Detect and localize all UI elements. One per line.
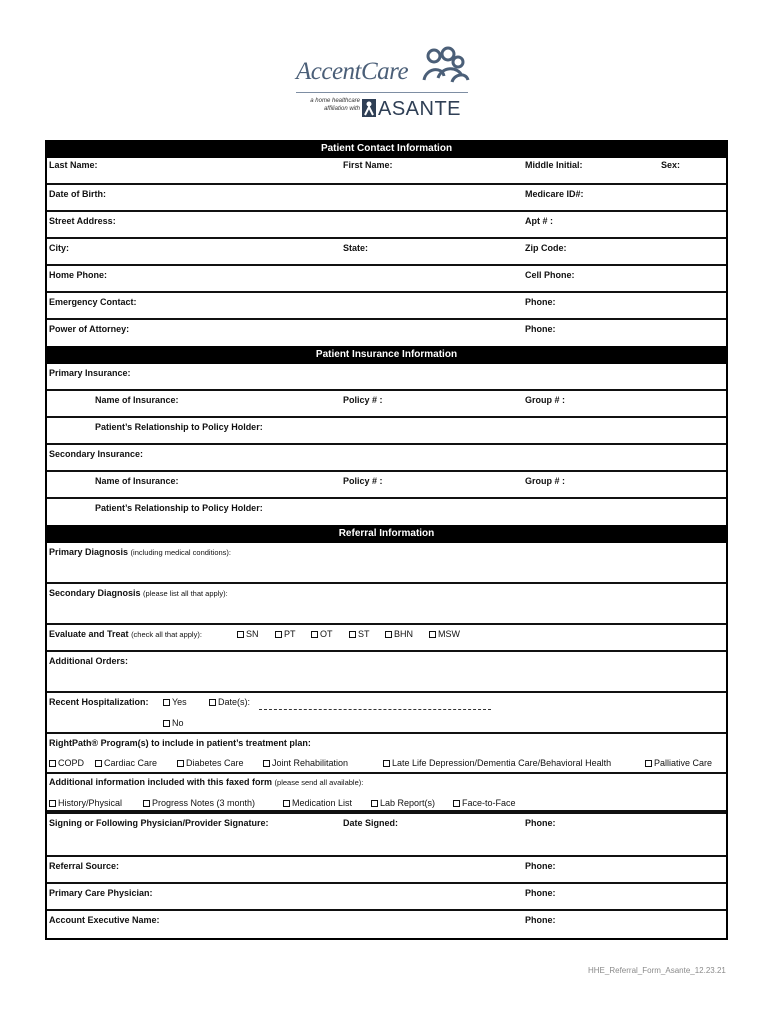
- program-diabetes[interactable]: Diabetes Care: [177, 758, 244, 768]
- evaluate-treat-label: Evaluate and Treat (check all that apply):: [49, 629, 202, 639]
- checkbox-icon[interactable]: [49, 760, 56, 767]
- poa-label: Power of Attorney:: [49, 324, 130, 334]
- checkbox-icon[interactable]: [383, 760, 390, 767]
- attachment-face-to-face[interactable]: Face-to-Face: [453, 798, 516, 808]
- eval-option-bhn[interactable]: BHN: [385, 629, 413, 639]
- checkbox-icon[interactable]: [49, 800, 56, 807]
- accentcare-asante-logo: [296, 44, 476, 124]
- checkbox-icon[interactable]: [163, 699, 170, 706]
- checkbox-icon[interactable]: [371, 800, 378, 807]
- checkbox-icon[interactable]: [645, 760, 652, 767]
- program-copd[interactable]: COPD: [49, 758, 84, 768]
- signature-label: Signing or Following Physician/Provider Signature:: [49, 818, 269, 828]
- secondary-relationship-label: Patient’s Relationship to Policy Holder:: [95, 503, 263, 513]
- asante-wordmark: ASANTE: [378, 98, 462, 120]
- attachment-medication-list[interactable]: Medication List: [283, 798, 352, 808]
- checkbox-icon[interactable]: [453, 800, 460, 807]
- additional-orders-label: Additional Orders:: [49, 656, 129, 666]
- primary-group-label: Group # :: [525, 395, 565, 405]
- affiliation-text: a home healthcare affiliation with: [310, 98, 360, 112]
- checkbox-icon[interactable]: [163, 720, 170, 727]
- signature-phone-label: Phone:: [525, 818, 556, 828]
- poa-phone-label: Phone:: [525, 324, 556, 334]
- primary-relationship-row[interactable]: [47, 418, 726, 445]
- checkbox-icon[interactable]: [177, 760, 184, 767]
- logo-divider: [296, 92, 468, 93]
- accentcare-wordmark: AccentCare: [296, 58, 409, 85]
- secondary-insurance-label: Secondary Insurance:: [49, 449, 144, 459]
- additional-info-label: Additional information included with this faxed form (please send all available):: [49, 777, 364, 787]
- eval-option-sn[interactable]: SN: [237, 629, 259, 639]
- eval-option-ot[interactable]: OT: [311, 629, 333, 639]
- emergency-phone-label: Phone:: [525, 297, 556, 307]
- middle-initial-label: Middle Initial:: [525, 160, 583, 170]
- secondary-insurance-row[interactable]: [47, 445, 726, 472]
- secondary-insurance-name-label: Name of Insurance:: [95, 476, 179, 486]
- people-logo-icon: [422, 46, 470, 86]
- medicare-id-label: Medicare ID#:: [525, 189, 584, 199]
- recent-hospitalization-label: Recent Hospitalization:: [49, 697, 149, 707]
- last-name-label: Last Name:: [49, 160, 98, 170]
- account-executive-label: Account Executive Name:: [49, 915, 160, 925]
- referral-source-row[interactable]: [47, 857, 726, 884]
- secondary-policy-label: Policy # :: [343, 476, 383, 486]
- cell-phone-label: Cell Phone:: [525, 270, 575, 280]
- eval-option-st[interactable]: ST: [349, 629, 370, 639]
- checkbox-icon[interactable]: [283, 800, 290, 807]
- primary-insurance-detail-row[interactable]: [47, 391, 726, 418]
- primary-diagnosis-field: Primary Diagnosis (including medical conditions):: [49, 547, 232, 557]
- signature-row[interactable]: [47, 814, 726, 857]
- referral-source-phone-label: Phone:: [525, 861, 556, 871]
- program-joint-rehab[interactable]: Joint Rehabilitation: [263, 758, 348, 768]
- secondary-diagnosis-row[interactable]: [47, 584, 726, 625]
- street-address-label: Street Address:: [49, 216, 116, 226]
- additional-orders-row[interactable]: [47, 652, 726, 693]
- city-label: City:: [49, 243, 69, 253]
- primary-insurance-row[interactable]: [47, 364, 726, 391]
- additional-info-row[interactable]: [47, 774, 726, 814]
- checkbox-icon[interactable]: [209, 699, 216, 706]
- attachment-progress-notes[interactable]: Progress Notes (3 month): [143, 798, 255, 808]
- pcp-label: Primary Care Physician:: [49, 888, 153, 898]
- eval-option-pt[interactable]: PT: [275, 629, 296, 639]
- sex-label: Sex:: [661, 160, 681, 170]
- hosp-no-option[interactable]: No: [163, 718, 184, 728]
- referral-source-label: Referral Source:: [49, 861, 120, 871]
- zip-label: Zip Code:: [525, 243, 567, 253]
- referral-form: [45, 140, 728, 940]
- primary-diagnosis-row[interactable]: [47, 543, 726, 584]
- checkbox-icon[interactable]: [429, 631, 436, 638]
- asante-mark-icon: [362, 99, 376, 117]
- eval-option-msw[interactable]: MSW: [429, 629, 460, 639]
- evaluate-treat-row[interactable]: [47, 625, 726, 652]
- checkbox-icon[interactable]: [237, 631, 244, 638]
- insurance-section-header: Patient Insurance Information: [47, 346, 726, 364]
- address-row[interactable]: [47, 212, 726, 239]
- checkbox-icon[interactable]: [385, 631, 392, 638]
- contact-section-header: Patient Contact Information: [47, 140, 726, 158]
- secondary-diagnosis-field: Secondary Diagnosis (please list all that apply):: [49, 588, 228, 598]
- primary-policy-label: Policy # :: [343, 395, 383, 405]
- hosp-dates-option[interactable]: Date(s):: [209, 697, 250, 707]
- account-executive-row[interactable]: [47, 911, 726, 938]
- city-row[interactable]: [47, 239, 726, 266]
- state-label: State:: [343, 243, 369, 253]
- name-row[interactable]: [47, 158, 726, 185]
- rightpath-row[interactable]: [47, 734, 726, 774]
- pcp-phone-label: Phone:: [525, 888, 556, 898]
- secondary-relationship-row[interactable]: [47, 499, 726, 525]
- checkbox-icon[interactable]: [349, 631, 356, 638]
- checkbox-icon[interactable]: [311, 631, 318, 638]
- primary-insurance-label: Primary Insurance:: [49, 368, 131, 378]
- dob-row[interactable]: [47, 185, 726, 212]
- attachment-lab-reports[interactable]: Lab Report(s): [371, 798, 435, 808]
- program-palliative[interactable]: Palliative Care: [645, 758, 712, 768]
- form-id-footer: HHE_Referral_Form_Asante_12.23.21: [588, 966, 726, 975]
- recent-hospitalization-row[interactable]: [47, 693, 726, 734]
- program-depression-dementia[interactable]: Late Life Depression/Dementia Care/Behavioral Health: [383, 758, 611, 768]
- dates-underline: [259, 709, 491, 710]
- attachment-history-physical[interactable]: History/Physical: [49, 798, 122, 808]
- secondary-insurance-detail-row[interactable]: [47, 472, 726, 499]
- account-executive-phone-label: Phone:: [525, 915, 556, 925]
- rightpath-label: RightPath® Program(s) to include in patient’s treatment plan:: [49, 738, 311, 748]
- poa-row[interactable]: [47, 320, 726, 346]
- checkbox-icon[interactable]: [263, 760, 270, 767]
- date-signed-label: Date Signed:: [343, 818, 399, 828]
- hosp-yes-option[interactable]: Yes: [163, 697, 187, 707]
- program-cardiac[interactable]: Cardiac Care: [95, 758, 157, 768]
- first-name-label: First Name:: [343, 160, 393, 170]
- dob-label: Date of Birth:: [49, 189, 106, 199]
- home-phone-label: Home Phone:: [49, 270, 108, 280]
- primary-insurance-name-label: Name of Insurance:: [95, 395, 179, 405]
- phone-row[interactable]: [47, 266, 726, 293]
- checkbox-icon[interactable]: [275, 631, 282, 638]
- emergency-row[interactable]: [47, 293, 726, 320]
- apt-label: Apt # :: [525, 216, 553, 226]
- checkbox-icon[interactable]: [95, 760, 102, 767]
- primary-relationship-label: Patient’s Relationship to Policy Holder:: [95, 422, 263, 432]
- referral-section-header: Referral Information: [47, 525, 726, 543]
- emergency-contact-label: Emergency Contact:: [49, 297, 137, 307]
- secondary-group-label: Group # :: [525, 476, 565, 486]
- pcp-row[interactable]: [47, 884, 726, 911]
- checkbox-icon[interactable]: [143, 800, 150, 807]
